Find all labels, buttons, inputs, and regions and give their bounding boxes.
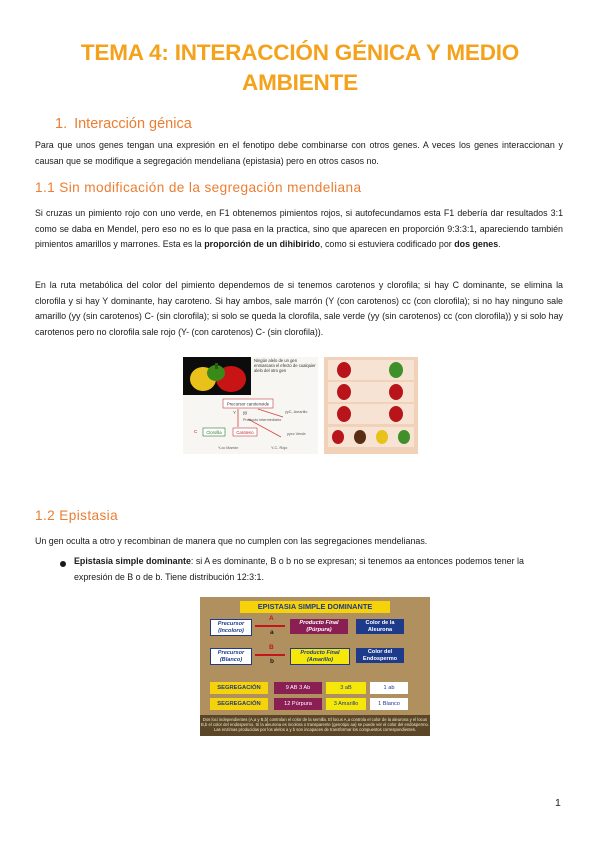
caroteno-label: Caroteno — [236, 430, 254, 435]
precursor-label: Precursor carotenoide — [226, 401, 270, 407]
bullet-dot — [60, 561, 66, 567]
amarillo-label: yyC- Amarillo — [285, 410, 308, 414]
pepper-pathway-diagram — [183, 357, 318, 454]
epistasia-banner: EPISTASIA SIMPLE DOMINANTE — [240, 601, 390, 613]
gene-a-dominant: A — [269, 615, 274, 622]
pepper-red — [332, 430, 344, 444]
pepper-red — [337, 384, 351, 400]
verde-label: yycc Verde — [287, 432, 306, 436]
intro-paragraph: Para que unos genes tengan una expresión en el fenotipo debe combinarse con otros genes. A veces los genes interaccionan y causan que se modifique a segregación mendeliana (epistasia) pero en otros casos no. — [35, 140, 563, 166]
text-span: Si cruzas un pimiento rojo con uno verde, en F1 obtenemos pimientos rojos, si autofecundamos esta F1 debería dar resultados 3:1 como se daba en Mendel, pero eso no es lo que pasa en la practica, sino que aparecen en proporción 9:3:3:1, apareciendo también pimientos amarillos y marrones. Esta es la — [35, 208, 563, 250]
pepper-cross-diagram — [324, 357, 418, 454]
color-aleurona-box: Color de la Aleurona — [356, 619, 404, 634]
gene-c-label: C — [194, 429, 198, 434]
section-title: Interacción génica — [74, 116, 192, 132]
precursor-incoloro-box: Precursor (Incoloro) — [210, 619, 252, 636]
precursor-blanco-box: Precursor (Blanco) — [210, 648, 252, 665]
page-title — [40, 38, 560, 98]
pepper-cross-figure — [324, 357, 418, 454]
pepper-pathway-figure — [183, 357, 318, 454]
gene-b-recessive: b — [270, 658, 274, 665]
pepper-red — [389, 406, 403, 422]
rojo-label: Y-C- Rojo — [271, 446, 288, 450]
section-heading-1 — [55, 116, 192, 132]
section-heading-1-2: 1.2 Epistasia — [35, 508, 119, 523]
text-span: , como si estuviera codificado por — [320, 239, 455, 250]
epistasia-figure — [200, 597, 430, 734]
section-heading-1-1: 1.1 Sin modificación de la segregación mendeliana — [35, 180, 362, 195]
seg1-cell-ab-rec: 1 ab — [370, 682, 408, 694]
epistasia-footnote: Dos loci independientes (A,a y B,b) controlan el color de la semilla. El locus A,a controla el color de la aleurona y el locus B,b el color del endospermo. Si la aleurona es incolora o transparente (genotipo aa) se puede ver el color del endospermo. Las enzimas producidas por los alelos a y b son incapaces de transformar los compuestos correspondientes. — [200, 715, 430, 736]
gene-y-label: Y — [233, 410, 237, 415]
bold-term: proporción de un dihibirido — [204, 239, 321, 250]
segregacion-label: SEGREGACIÓN — [210, 698, 268, 710]
seg2-cell-purpura: 12 Púrpura — [274, 698, 322, 710]
segregacion-label: SEGREGACIÓN — [210, 682, 268, 694]
bold-term: Epistasia simple dominante — [74, 556, 191, 566]
color-endospermo-box: Color del Endospermo — [356, 648, 404, 663]
section-number: 1. — [55, 116, 68, 132]
clorofila-label: Clorofila — [206, 430, 222, 435]
text-span: : si A es dominante, B o b no se expresan; si tenemos aa entonces podemos tener la expresión de B o de b. Tiene distribución 12:3:1. — [74, 556, 524, 582]
figure-caption: Ningún alelo de un gen enmascara el efecto de cualquier alelo del otro gen — [254, 358, 316, 373]
gene-a-recessive: a — [270, 629, 274, 636]
pepper-red — [337, 406, 351, 422]
text-span: . — [498, 239, 501, 250]
page-title-line2: AMBIENTE — [242, 70, 358, 95]
seg2-cell-amarillo: 3 Amarillo — [326, 698, 366, 710]
pepper-yellow — [376, 430, 388, 444]
pathway-arrow — [255, 654, 285, 656]
bullet-epistasia-simple — [74, 554, 554, 585]
pepper-green — [398, 430, 410, 444]
pepper-brown — [354, 430, 366, 444]
seg1-cell-aB: 3 aB — [326, 682, 366, 694]
seg2-cell-blanco: 1 Blanco — [370, 698, 408, 710]
marron-label: Y-cc Marrón — [218, 446, 239, 450]
paragraph-ruta-metabolica: En la ruta metabólica del color del pimiento dependemos de si tenemos carotenos y clorofila; si hay C dominante, se elimina la clorofila y si hay Y dominante, hay caroteno. Si hay ambos, sale marrón (Y (con carotenos) cc (con clorofila); si no hay ninguno sale amarillo (yy (sin carotenos) C- (sin clorofila); si solo se queda la clorofila, sale verde (yy (sin carotenos) cc (con clorofila)) y si solo hay carotenos pero no clorofila sale rojo (Y- (con carotenos) C- (sin clorofila)). — [35, 280, 563, 337]
gene-yy-label: yy — [243, 410, 248, 415]
page-number: 1 — [555, 797, 561, 809]
pepper-red — [389, 384, 403, 400]
paragraph-pimiento — [35, 206, 563, 253]
pepper-green — [389, 362, 403, 378]
producto-label: Producto intermediario — [243, 418, 282, 422]
paragraph-epistasia: Un gen oculta a otro y recombinan de manera que no cumplen con las segregaciones mendelianas. — [35, 536, 428, 546]
gene-b-dominant: B — [269, 644, 274, 651]
seg1-cell-ab: 9 AB 3 Ab — [274, 682, 322, 694]
pepper-stem — [215, 363, 218, 369]
bold-term: dos genes — [454, 239, 499, 250]
pepper-red — [337, 362, 351, 378]
page-title-line1: TEMA 4: INTERACCIÓN GÉNICA Y MEDIO — [80, 40, 520, 65]
producto-purpura-box: Producto Final (Púrpura) — [290, 619, 348, 634]
producto-amarillo-box: Producto Final (Amarillo) — [290, 648, 350, 665]
pathway-arrow — [255, 625, 285, 627]
pathway-arrow — [258, 409, 283, 417]
